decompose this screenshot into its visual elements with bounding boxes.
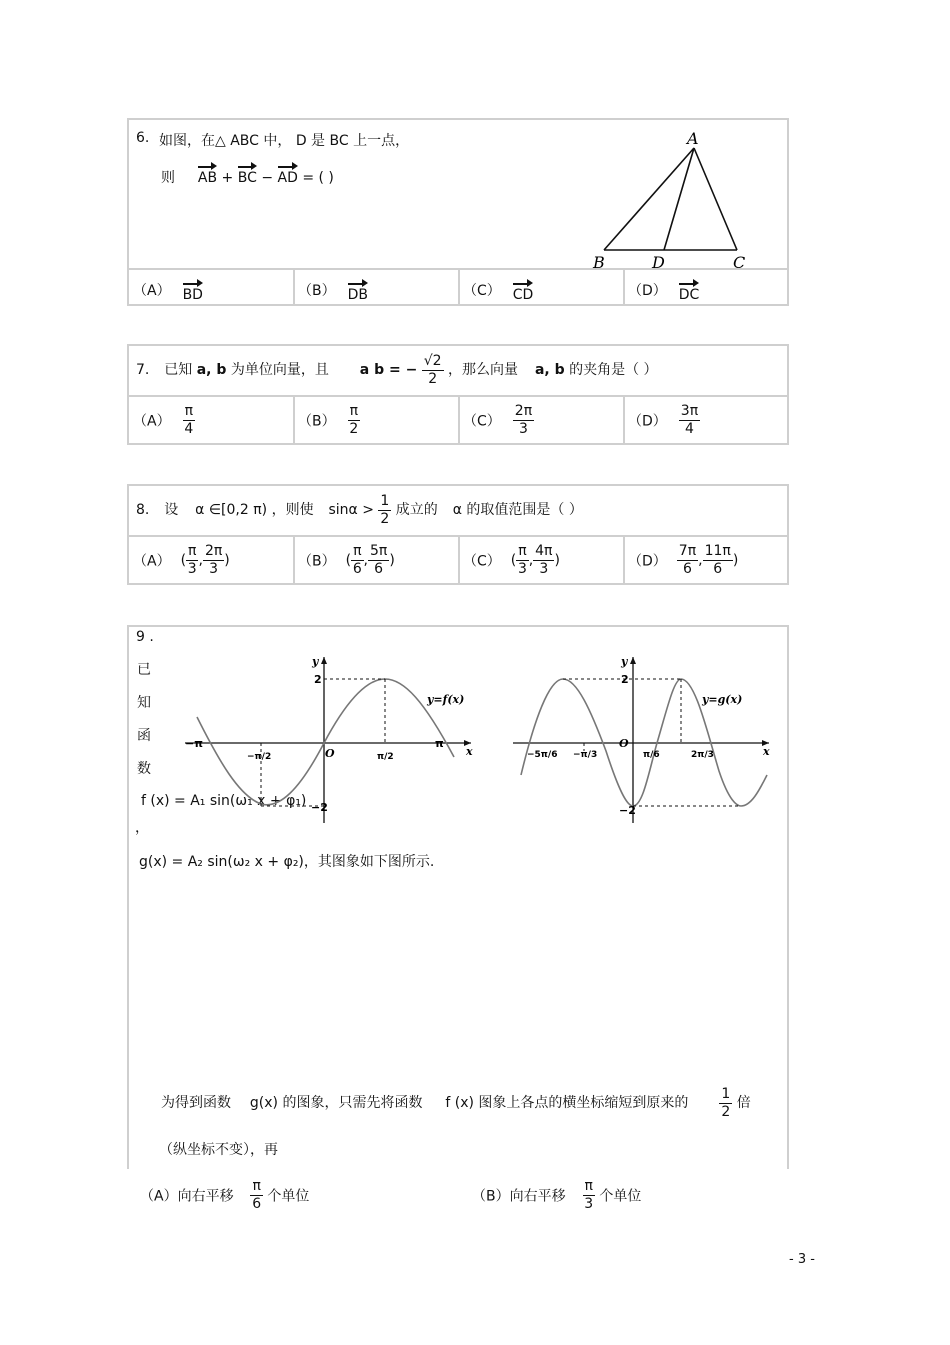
q7-option-a[interactable]: （A） $\frac{\pi}{4}$ bbox=[133, 403, 194, 437]
q8-option-b[interactable]: （B） ( $\frac{\pi}{6}$ , $\frac{5\pi}{6}$ ) bbox=[298, 543, 395, 577]
question-7-box bbox=[127, 344, 789, 445]
q9-vchar-2: 知 bbox=[137, 695, 151, 711]
f-y-axis-label: y bbox=[312, 655, 319, 668]
q9-vchar-1: 已 bbox=[137, 662, 151, 678]
g-x-axis-label: x bbox=[763, 745, 770, 758]
g-tick-2pi-3: 2π/3 bbox=[691, 750, 714, 760]
q9-number: 9 . bbox=[136, 629, 154, 645]
f-x-axis-label: x bbox=[466, 745, 473, 758]
q6-number: 6. bbox=[136, 130, 150, 146]
f-ymin-label: −2 bbox=[311, 801, 328, 814]
f-tick-neg-pi: −π bbox=[185, 737, 203, 750]
g-tick-pi-6: π/6 bbox=[643, 750, 660, 760]
q9-option-a[interactable]: （A）向右平移 $\frac{\pi}{6}$ 个单位 bbox=[140, 1178, 310, 1212]
q6-stem-line2 bbox=[161, 167, 334, 187]
vertex-d-label: D bbox=[652, 253, 665, 271]
page-number: - 3 - bbox=[789, 1252, 815, 1267]
g-y-axis-label: y bbox=[621, 655, 628, 668]
f-tick-half-pi: π/2 bbox=[377, 752, 394, 762]
graph-g bbox=[509, 651, 779, 829]
g-tick-neg-pi-3: −π/3 bbox=[573, 750, 598, 760]
plus-sign: + bbox=[221, 170, 234, 186]
vertex-c-label: C bbox=[733, 253, 746, 271]
g-ymax-label: 2 bbox=[621, 673, 629, 686]
g-curve-label: y=g(x) bbox=[702, 693, 743, 706]
q9-vchar-3: 函 bbox=[137, 728, 151, 744]
f-tick-neg-half-pi: −π/2 bbox=[247, 752, 272, 762]
graph-f bbox=[179, 651, 479, 829]
q7-option-c[interactable]: （C） $\frac{2\pi}{3}$ bbox=[463, 403, 533, 437]
vertex-b-label: B bbox=[593, 253, 605, 271]
q6-stem-line1: 如图，在△ ABC 中， D 是 BC 上一点， bbox=[159, 133, 410, 149]
minus-sign: − bbox=[261, 170, 274, 186]
q8-option-a[interactable]: （A） ( $\frac{\pi}{3}$ , $\frac{2\pi}{3}$ ) bbox=[133, 543, 230, 577]
q7-stem: 7. 已知 a, b 为单位向量，且 a b = − $\frac{√2}{2}$ ，那么向量 a, b 的夹角是（ ） bbox=[136, 352, 658, 387]
q7-option-b[interactable]: （B） $\frac{\pi}{2}$ bbox=[298, 403, 359, 437]
vector-bc: BC bbox=[237, 170, 257, 186]
g-formula-line: g(x) = A₂ sin(ω₂ x + φ₂)，其图象如下图所示. bbox=[139, 854, 435, 870]
q9-vchar-4: 数 bbox=[137, 761, 151, 777]
g-ymin-label: −2 bbox=[619, 804, 636, 817]
q8-option-d[interactable]: （D） $\frac{7\pi}{6}$ , $\frac{11\pi}{6}$ ) bbox=[628, 543, 739, 577]
q6-equals-blank: = ( ) bbox=[302, 170, 334, 186]
f-formula: f (x) = A₁ sin(ω₁ x + φ₁) bbox=[141, 793, 307, 809]
q9-paragraph-2: （纵坐标不变），再 bbox=[159, 1142, 278, 1158]
question-6-box bbox=[127, 118, 789, 306]
f-curve-label: y=f(x) bbox=[427, 693, 465, 706]
f-tick-pi: π bbox=[435, 737, 444, 750]
f-ymax-label: 2 bbox=[314, 673, 322, 686]
q6-option-d[interactable]: （D） DC bbox=[628, 283, 700, 303]
vector-ab: AB bbox=[197, 170, 218, 186]
q6-option-b[interactable]: （B） DB bbox=[298, 283, 368, 303]
q9-option-b[interactable]: （B）向右平移 $\frac{\pi}{3}$ 个单位 bbox=[472, 1178, 642, 1212]
g-tick-neg-5pi-6: −5π/6 bbox=[527, 750, 558, 760]
triangle-figure bbox=[584, 126, 784, 271]
q6-then: 则 bbox=[161, 170, 175, 186]
q9-comma: ， bbox=[135, 820, 149, 836]
g-origin-label: O bbox=[619, 737, 629, 750]
vector-ad: AD bbox=[277, 170, 298, 186]
q8-option-c[interactable]: （C） ( $\frac{\pi}{3}$ , $\frac{4\pi}{3}$ ) bbox=[463, 543, 560, 577]
question-8-box bbox=[127, 484, 789, 585]
q6-option-c[interactable]: （C） CD bbox=[463, 283, 534, 303]
q9-paragraph-1: 为得到函数 g(x) 的图象，只需先将函数 f (x) 图象上各点的横坐标缩短到原来的 $\frac{1}{2}$ 倍 bbox=[161, 1085, 751, 1120]
vertex-a-label: A bbox=[687, 129, 699, 148]
q7-option-d[interactable]: （D） $\frac{3\pi}{4}$ bbox=[628, 403, 699, 437]
q8-stem: 8. 设 α ∈[0,2 π) ，则使 sinα > $\frac{1}{2}$ 成立的 α 的取值范围是（ ） bbox=[136, 492, 583, 527]
question-9-box bbox=[127, 625, 789, 1169]
f-origin-label: O bbox=[325, 747, 335, 760]
q6-option-a[interactable]: （A） BD bbox=[133, 283, 203, 303]
